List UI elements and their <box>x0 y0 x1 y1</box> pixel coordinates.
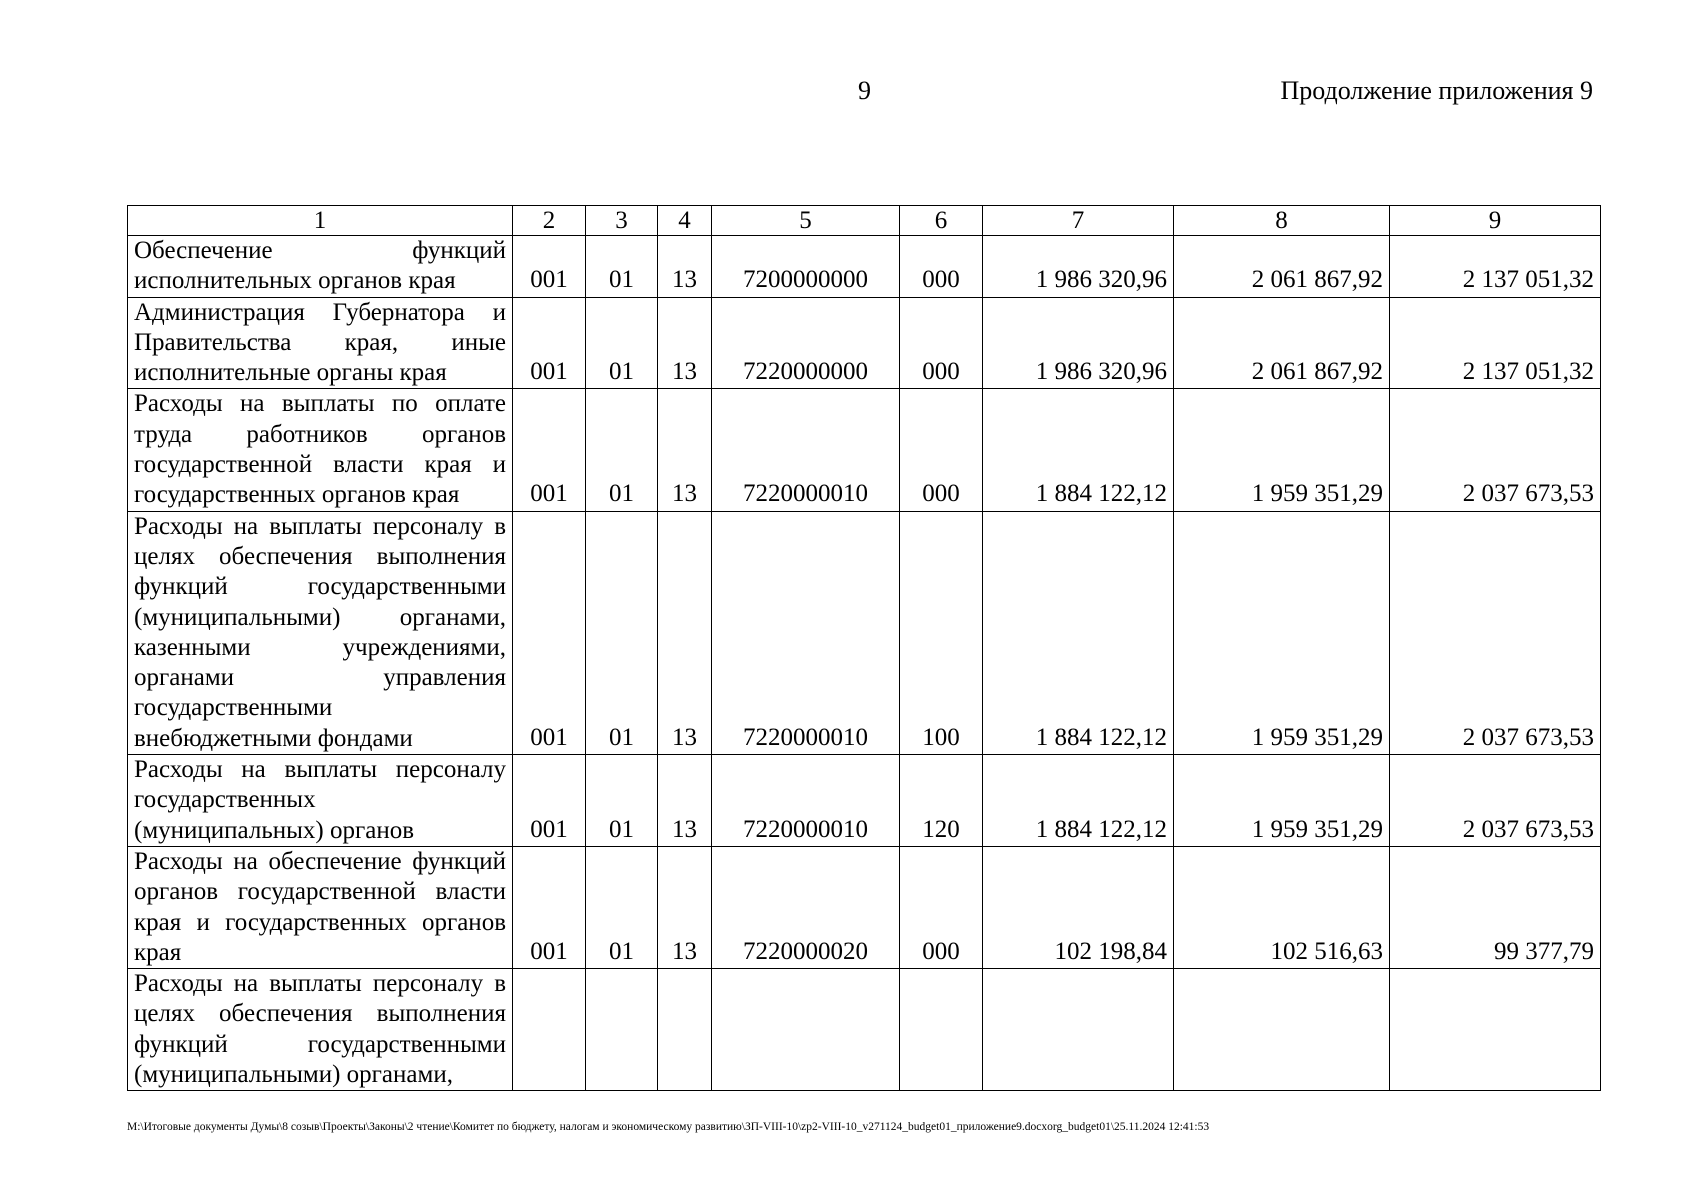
page-number: 9 <box>858 76 871 105</box>
subsection-code: 13 <box>658 511 712 754</box>
subsection-code: 13 <box>658 389 712 511</box>
expense-type-code: 000 <box>900 846 983 968</box>
budget-table <box>127 205 1601 1091</box>
expense-name: Расходы на выплаты по оплате труда работников органов государственной власти края и государственных органов края <box>128 389 513 511</box>
ministry-code: 001 <box>513 389 586 511</box>
appendix-title: Продолжение приложения 9 <box>1280 76 1593 105</box>
expense-name: Расходы на выплаты персоналу в целях обеспечения выполнения функций государственными (муниципальными) органами, казенными учреждениями, органами управления государственными внебюджетными фондами <box>128 511 513 754</box>
amount-col7: 1 884 122,12 <box>983 389 1174 511</box>
target-article-code: 7220000010 <box>712 511 900 754</box>
ministry-code <box>513 969 586 1091</box>
amount-col8 <box>1174 969 1390 1091</box>
amount-col7: 102 198,84 <box>983 846 1174 968</box>
table-row <box>128 389 1601 511</box>
expense-name: Расходы на выплаты персоналу государственных (муниципальных) органов <box>128 755 513 847</box>
expense-name: Расходы на обеспечение функций органов государственной власти края и государственных органов края <box>128 846 513 968</box>
target-article-code: 7220000010 <box>712 755 900 847</box>
amount-col7: 1 884 122,12 <box>983 511 1174 754</box>
table-row <box>128 511 1601 754</box>
ministry-code: 001 <box>513 755 586 847</box>
column-number: 5 <box>712 206 900 236</box>
subsection-code: 13 <box>658 297 712 389</box>
amount-col8: 1 959 351,29 <box>1174 755 1390 847</box>
expense-name: Администрация Губернатора и Правительства края, иные исполнительные органы края <box>128 297 513 389</box>
amount-col9 <box>1390 969 1601 1091</box>
section-code: 01 <box>586 389 658 511</box>
amount-col8: 102 516,63 <box>1174 846 1390 968</box>
target-article-code: 7220000010 <box>712 389 900 511</box>
amount-col9: 2 137 051,32 <box>1390 236 1601 298</box>
target-article-code: 7200000000 <box>712 236 900 298</box>
expense-type-code: 120 <box>900 755 983 847</box>
amount-col9: 2 037 673,53 <box>1390 511 1601 754</box>
target-article-code <box>712 969 900 1091</box>
column-number-row <box>128 206 1601 236</box>
column-number: 1 <box>128 206 513 236</box>
amount-col9: 99 377,79 <box>1390 846 1601 968</box>
section-code: 01 <box>586 755 658 847</box>
amount-col8: 1 959 351,29 <box>1174 511 1390 754</box>
section-code: 01 <box>586 297 658 389</box>
amount-col7 <box>983 969 1174 1091</box>
document-file-path: M:\Итоговые документы Думы\8 созыв\Проекты\Законы\2 чтение\Комитет по бюджету, налогам и экономическому развитию\ЗП-VIII-10\zp2-VIII-10_v271124_budget01_приложение9.docxorg_budget01\25.11.2024 12:41:53 <box>127 1121 1210 1133</box>
expense-type-code: 000 <box>900 236 983 298</box>
column-number: 2 <box>513 206 586 236</box>
table-row <box>128 969 1601 1091</box>
subsection-code <box>658 969 712 1091</box>
target-article-code: 7220000000 <box>712 297 900 389</box>
section-code: 01 <box>586 236 658 298</box>
target-article-code: 7220000020 <box>712 846 900 968</box>
amount-col9: 2 137 051,32 <box>1390 297 1601 389</box>
subsection-code: 13 <box>658 846 712 968</box>
ministry-code: 001 <box>513 846 586 968</box>
column-number: 9 <box>1390 206 1601 236</box>
column-number: 8 <box>1174 206 1390 236</box>
amount-col8: 1 959 351,29 <box>1174 389 1390 511</box>
section-code: 01 <box>586 846 658 968</box>
amount-col9: 2 037 673,53 <box>1390 389 1601 511</box>
column-number: 3 <box>586 206 658 236</box>
table-row <box>128 846 1601 968</box>
amount-col9: 2 037 673,53 <box>1390 755 1601 847</box>
table-row <box>128 236 1601 298</box>
subsection-code: 13 <box>658 755 712 847</box>
expense-type-code: 000 <box>900 389 983 511</box>
expense-name: Обеспечение функций исполнительных органов края <box>128 236 513 298</box>
expense-type-code <box>900 969 983 1091</box>
column-number: 4 <box>658 206 712 236</box>
ministry-code: 001 <box>513 297 586 389</box>
subsection-code: 13 <box>658 236 712 298</box>
expense-name: Расходы на выплаты персоналу в целях обеспечения выполнения функций государственными (муниципальными) органами, <box>128 969 513 1091</box>
amount-col8: 2 061 867,92 <box>1174 236 1390 298</box>
ministry-code: 001 <box>513 511 586 754</box>
amount-col7: 1 986 320,96 <box>983 236 1174 298</box>
column-number: 7 <box>983 206 1174 236</box>
section-code <box>586 969 658 1091</box>
ministry-code: 001 <box>513 236 586 298</box>
table-row <box>128 297 1601 389</box>
table-row <box>128 755 1601 847</box>
column-number: 6 <box>900 206 983 236</box>
amount-col7: 1 884 122,12 <box>983 755 1174 847</box>
amount-col8: 2 061 867,92 <box>1174 297 1390 389</box>
section-code: 01 <box>586 511 658 754</box>
expense-type-code: 100 <box>900 511 983 754</box>
expense-type-code: 000 <box>900 297 983 389</box>
amount-col7: 1 986 320,96 <box>983 297 1174 389</box>
